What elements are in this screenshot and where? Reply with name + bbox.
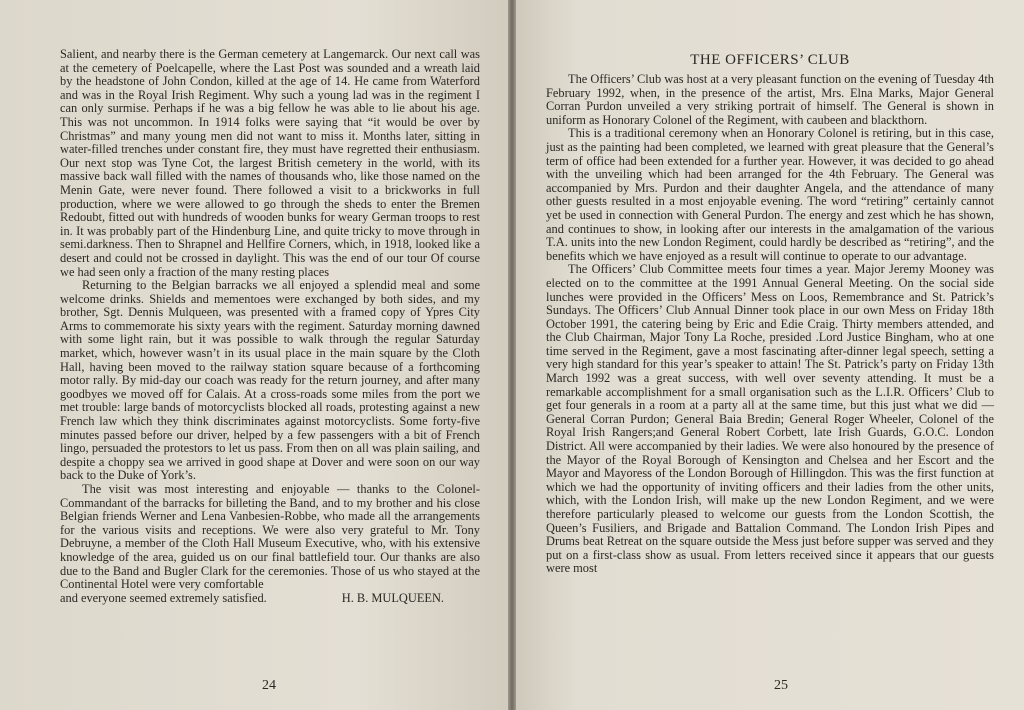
author-signature: H. B. MULQUEEN. (341, 590, 444, 605)
left-paragraph-2: Returning to the Belgian barracks we all enjoyed a splendid meal and some welcome drinks. Shields and mementoes were exchanged by both sides, and my brother, Sgt. Dennis Mulqueen, was presented with a framed copy of Ypres City Arms to commemorate his sixty years with the regiment. Saturday morning dawned with some light rain, but it was possible to walk through the regular Saturday market, which, however wasn’t in its usual place in the main square by the Cloth Hall, having been moved to the railway station square because of a forthcoming motor rally. By mid-day our coach was ready for the return journey, and after many goodbyes we moved off for Calais. At a cross-roads some miles from the port we met trouble: large bands of motorcyclists blocked all roads, protesting against a new French law which they think discriminates against motorcyclists. Some forty-five minutes passed before our driver, helped by a few passengers with a bit of French lingo, persuaded the protestors to let us pass. From then on all was plain sailing, and despite a choppy sea we arrived in good shape at Dover and were soon on our way back to the Duke of York’s. (60, 278, 480, 483)
closing-signature-line (60, 592, 480, 606)
page-number-right: 25 (774, 678, 788, 693)
left-page (0, 0, 508, 710)
left-page-text (60, 48, 480, 605)
closing-line: and everyone seemed extremely satisfied. (60, 590, 267, 605)
right-paragraph-1: The Officers’ Club was host at a very pleasant function on the evening of Tuesday 4th February 1992, when, in the presence of the artist, Mrs. Elna Marks, Major General Corran Purdon unveiled a very striking portrait of himself. The General is shown in uniform as Honorary Colonel of the Regiment, with caubeen and blackthorn. (546, 72, 994, 127)
right-paragraph-3: The Officers’ Club Committee meets four times a year. Major Jeremy Mooney was elected on to the committee at the 1991 Annual General Meeting. On the social side lunches were provided in the Officers’ Mess on Loos, Remembrance and St. Patrick’s Sundays. The Officers’ Club Annual Dinner took place in our own Mess on Friday 18th October 1991, the catering being by Eric and Edie Craig. Thirty members attended, and the Club Chairman, Major Tony La Roche, presided .Lord Justice Bingham, who at one time served in the Regiment, gave a most fascinating after-dinner legal speech, setting a very high standard for this year’s speaker to attain! The St. Patrick’s party on Friday 13th March 1992 was a great success, with well over seventy attending. It must be a remarkable accomplishment for a small organisation such as the L.I.R. Officers’ Club to get four generals in a room at a party all at the same time, but this just what we did — General Corran Purdon; General Baia Bredin; General Roger Wheeler, Colonel of the Royal Irish Rangers;and General Robert Corbett, late Irish Guards, G.O.C. London District. All were accompanied by their ladies. We were also honoured by the presence of the Mayor of the Royal Borough of Kensington and Chelsea and her Escort and the Mayor and Mayoress of the London Borough of Hillingdon. This was the first function at which we had the opportunity of inviting officers and their ladies from the other units, which, with the London Irish, will make up the new London Regiment, and we were therefore particularly pleased to welcome our guests from the London Scottish, the Queen’s Fusiliers, and Brigade and Battalion Command. The London Irish Pipes and Drums beat Retreat on the square outside the Mess just before supper was served and they put on a first-class show as usual. From letters received since it appears that our guests were most (546, 262, 994, 576)
left-paragraph-1: Salient, and nearby there is the German cemetery at Langemarck. Our next call was at the cemetery of Poelcapelle, where the Last Post was sounded and a wreath laid by the headstone of John Condon, killed at the age of 14. He came from Waterford and was in the Royal Irish Regiment. Why such a young lad was in the regiment I can only surmise. Perhaps if he was a big fellow he was able to lie about his age. This was not uncommon. In 1914 folks were saying that “it would be over by Christmas” and many young men did not want to miss it. Months later, sitting in water-filled trenches under constant fire, they must have regretted their enthusiasm. Our next stop was Tyne Cot, the largest British cemetery in the world, with its massive back wall filled with the names of thousands who, like those named on the Menin Gate, were never found. There followed a visit to a brickworks in full production, where we were allowed to go through the sheds to enter the Bremen Redoubt, fitted out with hundreds of wooden bunks for weary German troops to rest in. It was probably part of the Hindenburg Line, and quite tricky to move through in semi.darkness. Then to Shrapnel and Hellfire Corners, which, in 1918, looked like a desert and could not be crossed in daylight. This was the end of our tour Of course we had seen only a fraction of the many resting places (60, 47, 480, 279)
right-paragraph-2: This is a traditional ceremony when an Honorary Colonel is retiring, but in this case, just as the painting had been completed, we learned with great pleasure that the General’s term of office had been extended for a further year. However, it was decided to go ahead with the unveiling which had been arranged for the 4th February. The General was accompanied by Mrs. Purdon and their daughter Angela, and the attendance of many other guests resulted in a most enjoyable evening. The word “retiring” certainly cannot yet be used in connection with General Purdon. The energy and zest which he has shown, and continues to show, in looking after our interests in the amalgamation of the various T.A. units into the new London Regiment, could hardly be described as “retiring”, and the benefits which we have enjoyed as a result will continue to operate to our advantage. (546, 126, 994, 263)
book-gutter (508, 0, 516, 710)
left-paragraph-3: The visit was most interesting and enjoyable — thanks to the Colonel-Commandant of the barracks for billeting the Band, and to my brother and his close Belgian friends Werner and Lena Vanbesien-Robbe, who made all the arrangements for the various visits and receptions. We were also very grateful to Mr. Tony Debruyne, a member of the Cloth Hall Museum Executive, who, with his extensive knowledge of the area, guided us on our final battlefield tour. Our thanks are also due to the Band and Bugler Clark for the ceremonies. Those of us who stayed at the Continental Hotel were very comfortable (60, 482, 480, 592)
page-number-left: 24 (262, 678, 276, 693)
section-heading: THE OFFICERS’ CLUB (690, 52, 850, 68)
right-page (516, 0, 1024, 710)
right-page-text (546, 73, 994, 576)
